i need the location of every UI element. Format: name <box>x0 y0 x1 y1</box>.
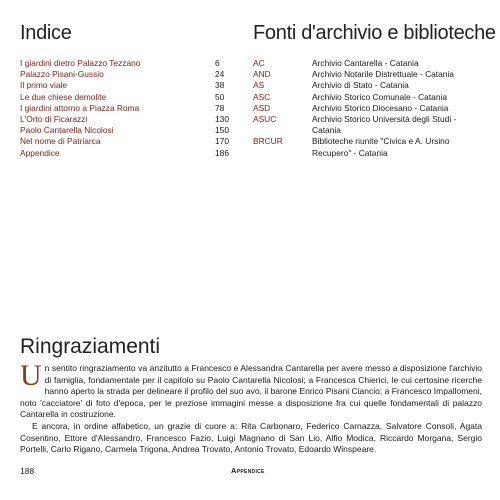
page-number: 188 <box>20 466 35 476</box>
toc-entry-page: 78 <box>215 102 225 113</box>
running-footer-section <box>231 466 265 475</box>
toc-entry-page: 50 <box>215 91 225 102</box>
source-name: Archivio Storico Università degli Studi - Catania <box>312 114 457 136</box>
source-name: Biblioteche riunite "Civica e A. Ursino Recupero" - Catania <box>312 136 450 158</box>
running-footer-section-text: Appendice <box>231 466 265 475</box>
toc-title: Indice <box>20 22 72 44</box>
source-entry <box>253 80 483 91</box>
source-abbreviation: AND <box>253 69 271 80</box>
toc-entry <box>20 148 245 159</box>
toc-entry-label: Il primo viale <box>20 80 68 91</box>
toc-entry <box>20 114 245 125</box>
toc-entry-page: 186 <box>215 147 229 158</box>
source-entry <box>253 69 483 80</box>
acknowledgements-paragraph <box>20 359 482 421</box>
toc-entry-page: 170 <box>215 136 229 147</box>
toc-entry-label: I giardini dietro Palazzo Tezzano <box>20 58 141 68</box>
toc-entry <box>20 69 245 80</box>
source-name: Archivio di Stato - Catania <box>312 80 409 91</box>
source-entry <box>253 58 483 69</box>
acknowledgements-title: Ringraziamenti <box>20 335 161 358</box>
toc-entry-label: Palazzo Pisani-Gussio <box>20 69 104 80</box>
toc-entry-label: Le due chiese demolite <box>20 91 107 102</box>
source-name: Archivio Cantarella - Catania <box>312 58 419 68</box>
toc-entry <box>20 92 245 103</box>
toc-entry-page: 150 <box>215 125 229 136</box>
toc-entry <box>20 125 245 136</box>
toc-entry-page: 6 <box>215 58 220 68</box>
toc-entry-page: 38 <box>215 80 225 91</box>
toc-entry-label: Appendice <box>20 147 60 158</box>
source-name: Archivio Notarile Distrettuale - Catania <box>312 69 454 80</box>
acknowledgements-body <box>20 359 482 456</box>
sources-list <box>253 58 483 159</box>
toc-entry <box>20 58 245 69</box>
source-entry <box>253 114 483 136</box>
toc-entry <box>20 103 245 114</box>
toc-entry <box>20 136 245 147</box>
source-name: Archivio Storico Diocesano - Catania <box>312 102 449 113</box>
toc-entry-page: 24 <box>215 69 225 80</box>
source-abbreviation: AC <box>253 58 265 68</box>
toc-list <box>20 58 245 159</box>
toc-entry-label: Paolo Cantarella Nicolosi <box>20 125 114 136</box>
acknowledgements-paragraph-1-text: n sentito ringraziamento va anzitutto a Francesco e Alessandra Cantarella per avere messo a disposizione l'archivio di famiglia, fondamentale per il capitolo su Paolo Cantarella Nicolosi; a Francesca Chierici, le cui certosine ricerche hanno aperto la strada per delineare il profilo del suo avo, il barone Enrico Pisani Ciancio; a Francesco Impallomeni, noto 'cacciatore' di foto d'epoca, per le preziose immagini messe a disposizione fra cui quelle fondamentali di palazzo Cantarella in costruzione. <box>20 363 482 420</box>
toc-entry-label: L'Orto di Ficarazzi <box>20 113 88 124</box>
source-abbreviation: ASD <box>253 102 271 113</box>
acknowledgements-paragraph-2: E ancora, in ordine alfabetico, un grazie di cuore a: Rita Carbonaro, Federico Carnazza, Salvatore Consoli, Agata Cosentino, Ettore d'Alessandro, Francesco Fazio, Luigi Magnano di San Lio, Alfio Modica, Riccardo Morgana, Sergio Portelli, Carlo Rigano, Carmela Trigona, Andrea Trovato, Antonio Trovato, Edoardo Winspeare. <box>20 420 482 455</box>
toc-entry-page: 130 <box>215 113 229 124</box>
source-abbreviation: ASUC <box>253 114 277 125</box>
source-name: Archivio Storico Comunale - Catania <box>312 91 447 102</box>
source-entry <box>253 92 483 103</box>
drop-cap: U <box>20 359 42 392</box>
sources-title: Fonti d'archivio e biblioteche <box>253 22 496 44</box>
source-abbreviation: AS <box>253 80 265 91</box>
source-abbreviation: BRCUR <box>253 136 283 147</box>
source-entry <box>253 136 483 158</box>
toc-entry-label: I giardini attorno a Piazza Roma <box>20 102 140 113</box>
source-abbreviation: ASC <box>253 91 271 102</box>
source-entry <box>253 103 483 114</box>
toc-entry <box>20 80 245 91</box>
toc-entry-label: Nel nome di Patriarca <box>20 136 101 147</box>
